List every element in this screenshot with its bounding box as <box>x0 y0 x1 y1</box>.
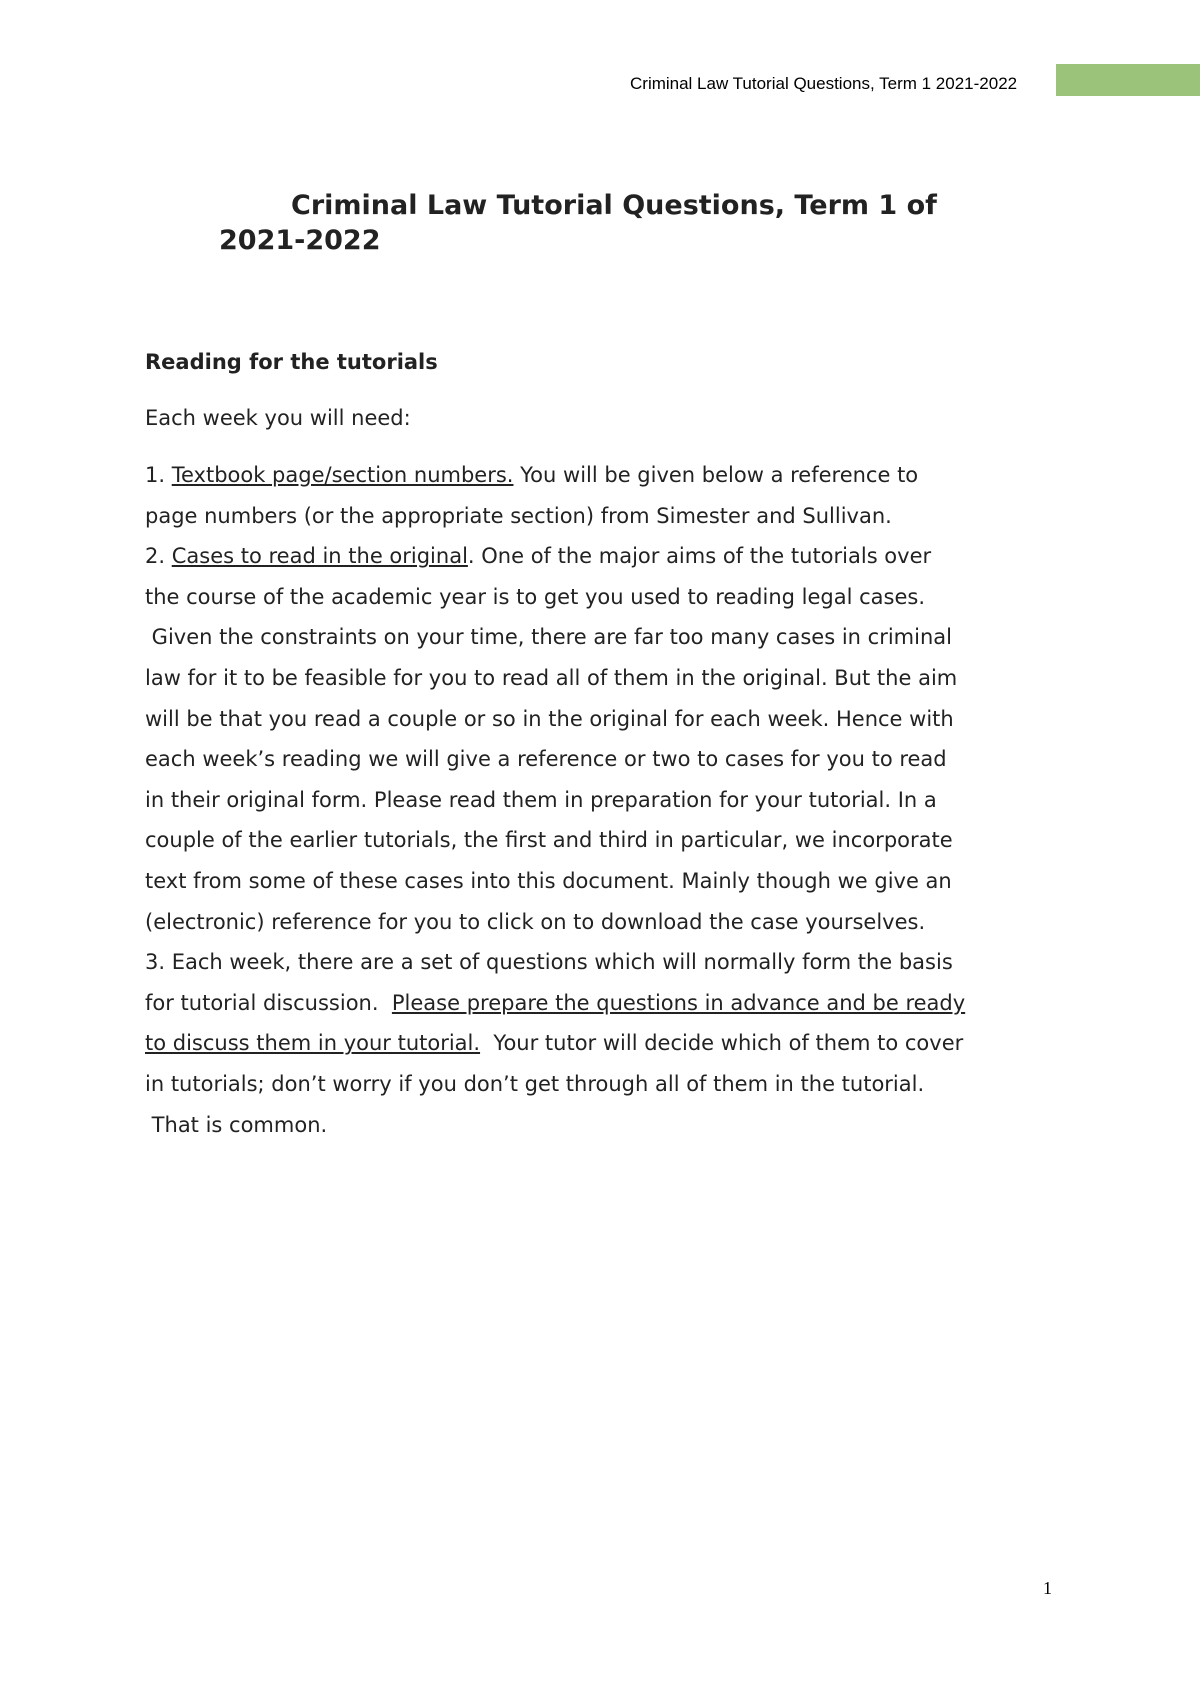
body-text-run: (electronic) reference for you to click on to download the case yourselves. <box>145 909 926 934</box>
underlined-phrase: Textbook page/section numbers. <box>171 463 514 487</box>
body-text-run: Given the constraints on your time, there are far too many cases in criminal <box>145 625 952 650</box>
section-heading: Reading for the tutorials <box>145 350 438 374</box>
body-line <box>145 861 1065 902</box>
body-line <box>145 1105 1065 1146</box>
intro-text: Each week you will need: <box>145 406 411 430</box>
body-text-run: each week’s reading we will give a reference or two to cases for you to read <box>145 747 947 772</box>
body-line <box>145 942 1065 983</box>
body-text-run: 3. Each week, there are a set of questions which will normally form the basis <box>145 950 953 975</box>
body-line <box>145 658 1065 699</box>
body-line <box>145 983 1065 1024</box>
body-text-run: in their original form. Please read them in preparation for your tutorial. In a <box>145 787 937 812</box>
body-line <box>145 577 1065 618</box>
document-title-line-2: 2021-2022 <box>219 225 381 256</box>
list-number: 2. <box>145 544 172 569</box>
body-line <box>145 739 1065 780</box>
body-text-run: will be that you read a couple or so in the original for each week. Hence with <box>145 706 954 731</box>
body-line <box>145 1023 1065 1064</box>
body-text-run: page numbers (or the appropriate section) from Simester and Sullivan. <box>145 503 892 528</box>
body-text-run: text from some of these cases into this document. Mainly though we give an <box>145 868 952 893</box>
body-line <box>145 820 1065 861</box>
body-text-run: law for it to be feasible for you to read all of them in the original. But the aim <box>145 665 958 690</box>
body-text <box>145 455 1065 1145</box>
body-text-run: for tutorial discussion. <box>145 990 392 1015</box>
underlined-phrase: Cases to read in the original <box>171 544 468 569</box>
document-title-line-1: Criminal Law Tutorial Questions, Term 1 of <box>291 190 937 221</box>
header-accent-bar <box>1056 64 1200 96</box>
body-text-run: Your tutor will decide which of them to cover <box>480 1031 964 1056</box>
body-line <box>145 780 1065 821</box>
body-line <box>145 1064 1065 1105</box>
underlined-phrase: to discuss them in your tutorial. <box>145 1031 481 1056</box>
running-header: Criminal Law Tutorial Questions, Term 1 2021-2022 <box>630 74 1018 93</box>
underlined-phrase: Please prepare the questions in advance and be ready <box>391 990 966 1015</box>
body-line <box>145 455 1065 496</box>
body-line <box>145 699 1065 740</box>
page-number: 1 <box>1043 1578 1052 1598</box>
body-line <box>145 902 1065 943</box>
body-text-run: the course of the academic year is to get you used to reading legal cases. <box>145 584 925 609</box>
body-text-run: That is common. <box>145 1112 328 1137</box>
body-text-run: . One of the major aims of the tutorials over <box>467 544 932 569</box>
body-line <box>145 536 1065 577</box>
body-text-run: couple of the earlier tutorials, the first and third in particular, we incorporate <box>145 828 953 853</box>
list-number: 1. <box>145 463 172 487</box>
body-line <box>145 617 1065 658</box>
body-line <box>145 496 1065 537</box>
body-text-run: You will be given below a reference to <box>513 463 919 487</box>
body-text-run: in tutorials; don’t worry if you don’t get through all of them in the tutorial. <box>145 1071 925 1096</box>
